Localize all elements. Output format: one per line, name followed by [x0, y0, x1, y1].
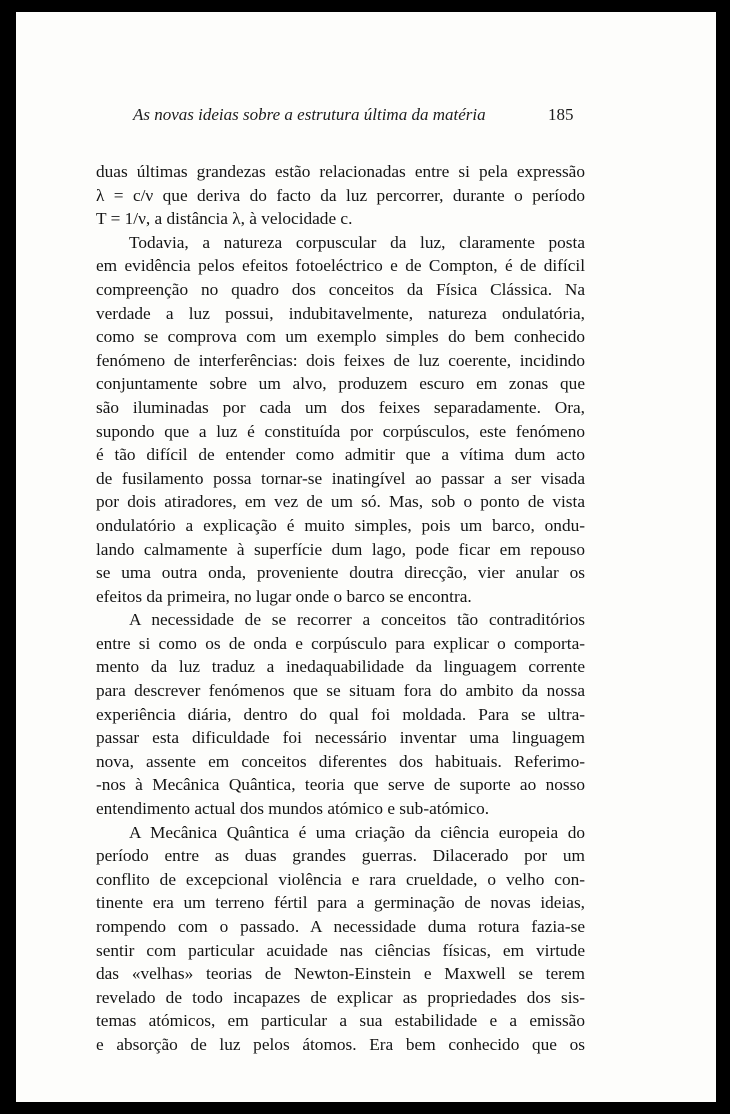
- text-line: é tão difícil de entender como admitir que a vítima dum acto: [96, 445, 585, 465]
- text-line: A Mecânica Quântica é uma criação da ciência europeia do: [129, 822, 585, 842]
- book-page: [16, 12, 716, 1102]
- text-line: de fusilamento possa tornar-se inatingível ao passar a ser visada: [96, 468, 585, 488]
- text-line: período entre as duas grandes guerras. Dilacerado por um: [96, 846, 585, 866]
- paragraph: [96, 821, 585, 1057]
- text-line: revelado de todo incapazes de explicar as propriedades dos sis-: [96, 987, 585, 1007]
- text-line: por dois atiradores, em vez de um só. Mas, sob o ponto de vista: [96, 492, 585, 512]
- running-title: As novas ideias sobre a estrutura última da matéria: [133, 105, 486, 124]
- text-line: efeitos da primeira, no lugar onde o barco se encontra.: [96, 586, 472, 606]
- paragraph: [96, 160, 585, 231]
- paragraph: [96, 231, 585, 609]
- page-header: [96, 105, 574, 127]
- text-line: T = 1/ν, a distância λ, à velocidade c.: [96, 209, 353, 229]
- text-line: passar esta dificuldade foi necessário inventar uma linguagem: [96, 728, 585, 748]
- text-line: entendimento actual dos mundos atómico e sub-atómico.: [96, 799, 490, 819]
- text-line: conjuntamente sobre um alvo, produzem escuro em zonas que: [96, 374, 585, 394]
- text-line: duas últimas grandezas estão relacionadas entre si pela expressão: [96, 162, 585, 181]
- text-line: mento da luz traduz a inedaquabilidade da linguagem corrente: [96, 657, 585, 677]
- text-line: rompendo com o passado. A necessidade duma rotura fazia-se: [96, 917, 585, 936]
- text-line: tinente era um terreno fértil para a germinação de novas ideias,: [96, 893, 585, 913]
- text-line: em evidência pelos efeitos fotoeléctrico e de Compton, é de difícil: [96, 256, 585, 276]
- text-line: sentir com particular acuidade nas ciências físicas, em virtude: [96, 940, 585, 960]
- text-line: supondo que a luz é constituída por corpúsculos, este fenómeno: [96, 421, 585, 441]
- paragraph: [96, 608, 585, 820]
- text-line: das «velhas» teorias de Newton-Einstein e Maxwell se terem: [96, 964, 585, 984]
- text-line: como se comprova com um exemplo simples do bem conhecido: [96, 327, 585, 347]
- text-line: ondulatório a explicação é muito simples, pois um barco, ondu-: [96, 515, 585, 535]
- text-line: A necessidade de se recorrer a conceitos tão contraditórios: [129, 610, 585, 630]
- page-number: 185: [548, 105, 574, 124]
- text-line: nova, assente em conceitos diferentes dos habituais. Referimo-: [96, 751, 585, 771]
- text-line: fenómeno de interferências: dois feixes de luz coerente, incidindo: [96, 350, 585, 370]
- text-line: Todavia, a natureza corpuscular da luz, claramente posta: [129, 232, 585, 252]
- text-line: conflito de excepcional violência e rara crueldade, o velho con-: [96, 869, 585, 889]
- text-line: entre si como os de onda e corpúsculo para explicar o comporta-: [96, 633, 585, 653]
- text-line: são iluminadas por cada um dos feixes separadamente. Ora,: [96, 397, 585, 417]
- text-line: temas atómicos, em particular a sua estabilidade e a emissão: [96, 1011, 585, 1031]
- text-line: -nos à Mecânica Quântica, teoria que serve de suporte ao nosso: [96, 775, 585, 795]
- text-line: e absorção de luz pelos átomos. Era bem conhecido que os: [96, 1034, 585, 1054]
- text-line: lando calmamente à superfície dum lago, pode ficar em repouso: [96, 539, 585, 559]
- text-line: experiência diária, dentro do qual foi moldada. Para se ultra-: [96, 704, 585, 724]
- body-text: [96, 160, 585, 1057]
- text-line: para descrever fenómenos que se situam fora do ambito da nossa: [96, 681, 585, 701]
- text-line: compreenção no quadro dos conceitos da Física Clássica. Na: [96, 279, 585, 299]
- text-line: λ = c/ν que deriva do facto da luz percorrer, durante o período: [96, 185, 585, 205]
- text-line: verdade a luz possui, indubitavelmente, natureza ondulatória,: [96, 303, 585, 323]
- text-line: se uma outra onda, proveniente doutra direcção, vier anular os: [96, 563, 585, 583]
